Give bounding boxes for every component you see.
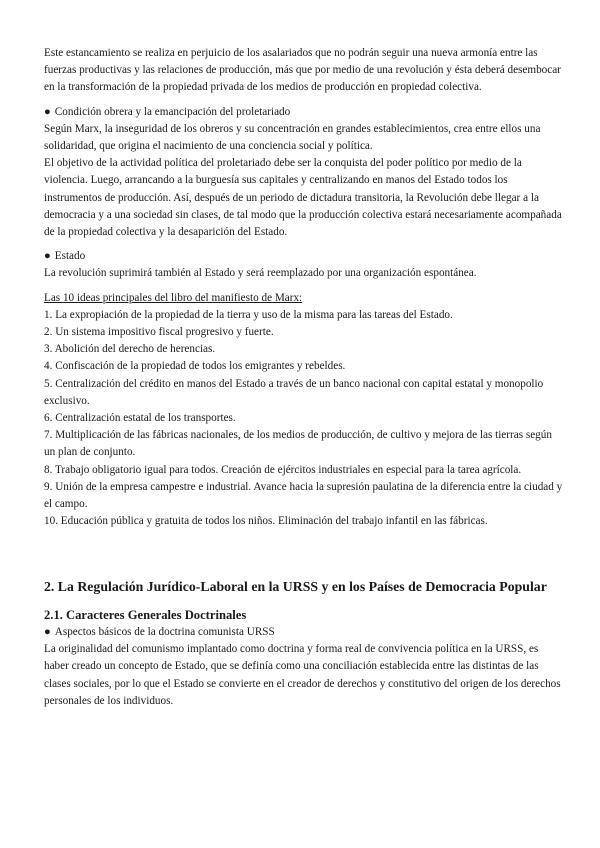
- list-item: 4. Confiscación de la propiedad de todos los emigrantes y rebeldes.: [44, 360, 346, 373]
- bullet-title: Aspectos básicos de la doctrina comunista URSS: [54, 625, 275, 638]
- bullet-icon: ●: [44, 250, 51, 263]
- condicion-paragraph-1: Según Marx, la inseguridad de los obreros y su concentración en grandes establecimientos, crea entre ellos una solidaridad, que origina el nacimiento de una conciencia social y política.: [44, 122, 541, 153]
- document-content: [44, 45, 564, 710]
- bullet-condicion-obrera: [44, 104, 564, 121]
- ideas-list: [44, 307, 564, 531]
- bullet-title: Condición obrera y la emancipación del proletariado: [54, 105, 291, 118]
- list-item: 10. Educación pública y gratuita de todos los niños. Eliminación del trabajo infantil en las fábricas.: [44, 515, 488, 528]
- list-item: 7. Multiplicación de las fábricas nacionales, de los medios de producción, de cultivo y mejora de las tierras según un plan de conjunto.: [44, 429, 552, 459]
- list-item: 3. Abolición del derecho de herencias.: [44, 343, 216, 356]
- section-2-paragraph: La originalidad del comunismo implantado como doctrina y forma real de convivencia política en la URSS, es haber creado un concepto de Estado, que se definía como una conciliación establecida entre las distintas de las clases sociales, por lo que el Estado se convierte en el creador de derechos y constitutivo del origen de los derechos personales de los individuos.: [44, 643, 561, 707]
- estado-paragraph: La revolución suprimirá también al Estado y será reemplazado por una organización espontánea.: [44, 267, 477, 280]
- bullet-estado: [44, 248, 564, 265]
- condicion-paragraph-2: El objetivo de la actividad política del proletariado debe ser la conquista del poder político por medio de la violencia. Luego, arrancando a la burguesía sus capitales y centralizando en manos del Estado todos los instrumentos de producción. Así, después de un periodo de dictadura transitoria, la Revolución debe llegar a la democracia y a una sociedad sin clases, de tal modo que la producción colectiva estará necesariamente acompañada de la propiedad colectiva y la desaparición del Estado.: [44, 157, 562, 239]
- bullet-icon: ●: [44, 625, 51, 638]
- section-heading: 2. La Regulación Jurídico-Laboral en la URSS y en los Países de Democracia Popular: [44, 579, 547, 595]
- bullet-title: Estado: [54, 250, 86, 263]
- list-item: 5. Centralización del crédito en manos del Estado a través de un banco nacional con capital estatal y monopolio exclusivo.: [44, 377, 544, 407]
- list-item: 6. Centralización estatal de los transportes.: [44, 412, 236, 425]
- list-item: 8. Trabajo obligatorio igual para todos. Creación de ejércitos industriales en especial para la tarea agrícola.: [44, 463, 522, 476]
- subsection-heading: 2.1. Caracteres Generales Doctrinales: [44, 607, 247, 622]
- list-item: 2. Un sistema impositivo fiscal progresivo y fuerte.: [44, 326, 274, 339]
- ideas-heading: Las 10 ideas principales del libro del manifiesto de Marx:: [44, 291, 303, 304]
- intro-paragraph: Este estancamiento se realiza en perjuicio de los asalariados que no podrán seguir una nueva armonía entre las fuerzas productivas y las relaciones de producción, más que por medio de una revolución y ésta deberá desembocar en la transformación de la propiedad privada de los medios de producción en propiedad colectiva.: [44, 47, 561, 94]
- list-item: 9. Unión de la empresa campestre e industrial. Avance hacia la supresión paulatina de la diferencia entre la ciudad y el campo.: [44, 480, 563, 511]
- bullet-aspectos: [44, 624, 564, 641]
- section-2: [44, 578, 564, 710]
- list-item: 1. La expropiación de la propiedad de la tierra y uso de la misma para las tareas del Estado.: [44, 308, 453, 321]
- bullet-icon: ●: [44, 105, 51, 118]
